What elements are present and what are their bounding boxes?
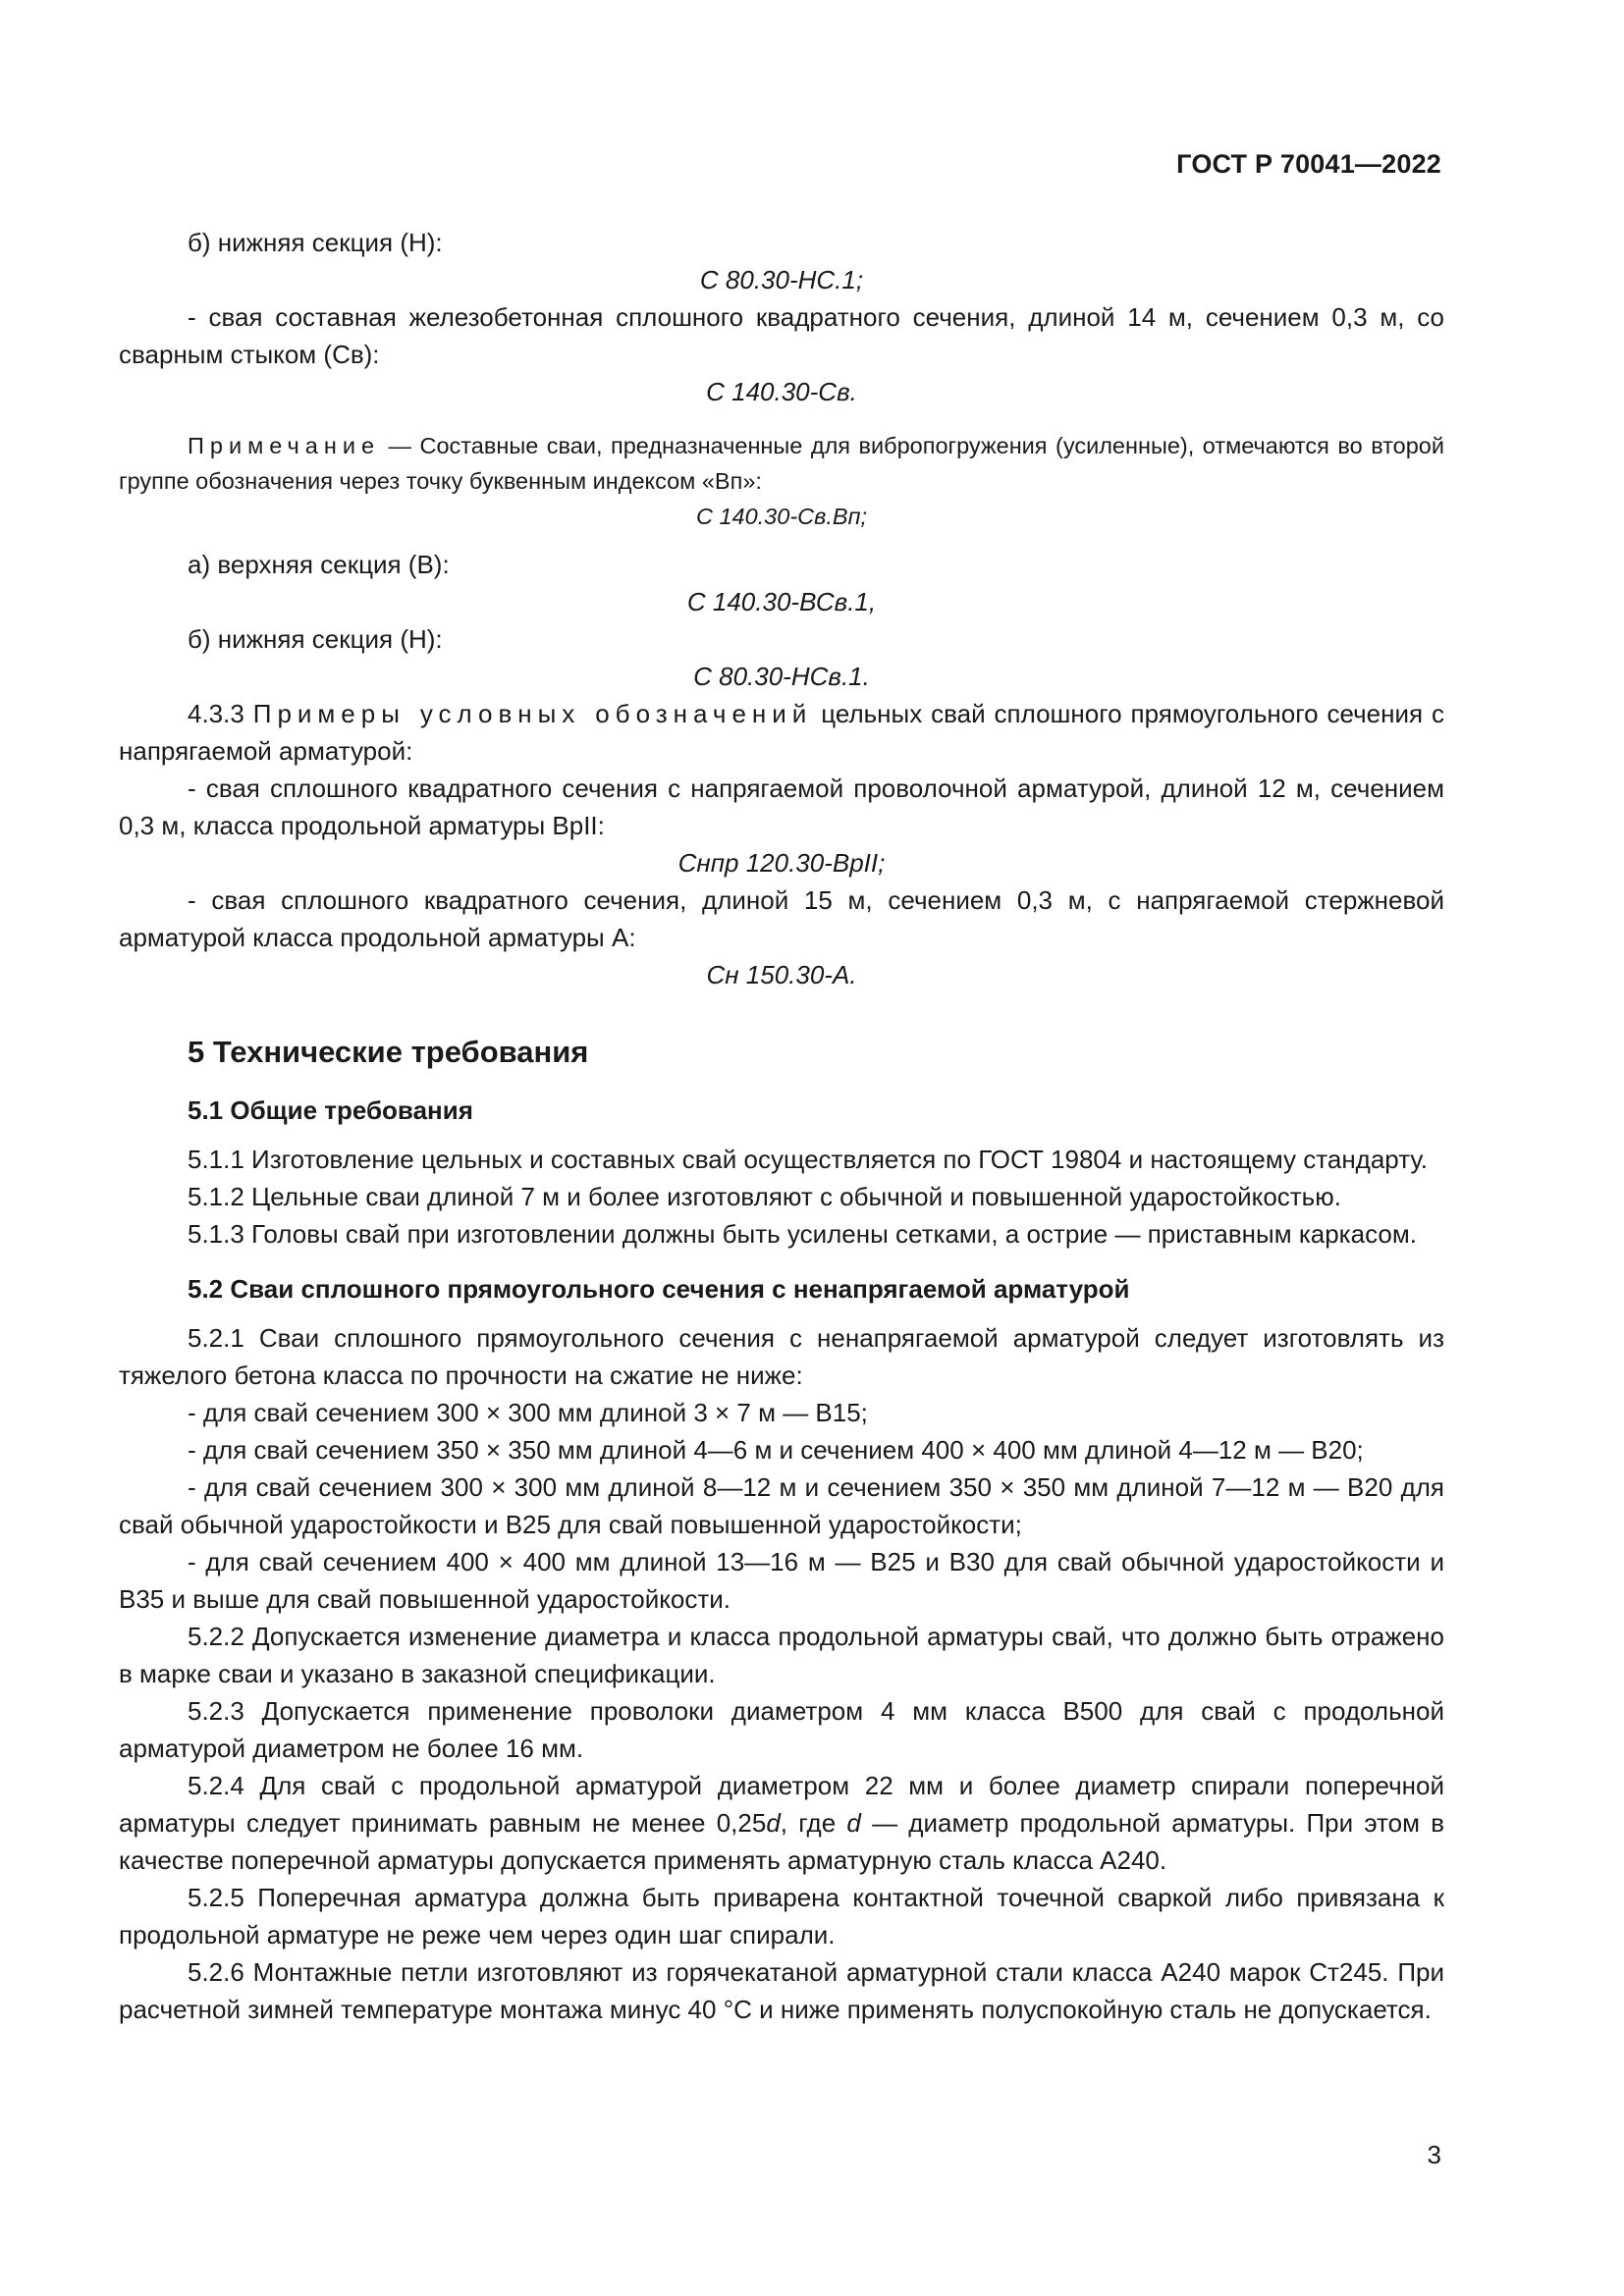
designation-formula: С 80.30-НС.1; <box>699 265 864 294</box>
paragraph: 5.2.3 Допускается применение проволоки диаметром 4 мм класса В500 для свай с продольной арматурой диаметром не более 16 мм. <box>119 1696 1444 1763</box>
page-number: 3 <box>1427 2140 1441 2169</box>
list-item: а) верхняя секция (В): <box>188 550 450 579</box>
note-label: Примечание <box>188 433 381 458</box>
list-item: - свая сплошного квадратного сечения с напрягаемой проволочной арматурой, длиной 12 м, сечением 0,3 м, класса продольной арматуры ВрII: <box>119 774 1444 840</box>
list-item: - для свай сечением 400 × 400 мм длиной 13—16 м — В25 и В30 для свай обычной ударостойкости и В35 и выше для свай повышенной ударостойкости. <box>119 1547 1444 1614</box>
designation-formula: Сн 150.30-А. <box>706 960 857 989</box>
list-item: б) нижняя секция (Н): <box>188 624 443 654</box>
paragraph: 5.1.3 Головы свай при изготовлении должны быть усилены сетками, а острие — приставным каркасом. <box>188 1219 1417 1249</box>
list-item: - для свай сечением 350 × 350 мм длиной 4—6 м и сечением 400 × 400 мм длиной 4—12 м — В20; <box>188 1435 1364 1465</box>
list-item: - свая сплошного квадратного сечения, длиной 15 м, сечением 0,3 м, с напрягаемой стержневой арматурой класса продольной арматуры А: <box>119 885 1444 952</box>
paragraph-text: — диаметр продольной арматуры. При этом в качестве поперечной арматуры допускается применять арматурную сталь класса А240. <box>119 1808 1445 1875</box>
note-text: — Составные сваи, предназначенные для вибропогружения (усиленные), отмечаются во второй группе обозначения через точку буквенным индексом «Вп»: <box>119 433 1444 494</box>
paragraph <box>119 1767 1444 1879</box>
subsection-heading: 5.2 Сваи сплошного прямоугольного сечения с ненапрягаемой арматурой <box>188 1274 1130 1304</box>
clause-number: 4.3.3 <box>188 699 253 728</box>
paragraph: 5.2.6 Монтажные петли изготовляют из горячекатаной арматурной стали класса А240 марок Ст245. При расчетной зимней температуре монтажа минус 40 °С и ниже применять полуспокойную сталь не допускается. <box>119 1957 1444 2024</box>
designation-formula: С 80.30-НСв.1. <box>693 662 870 691</box>
clause-spaced-title: Примеры условных обозначений <box>252 699 813 728</box>
variable-d: d <box>846 1808 861 1838</box>
list-item: - свая составная железобетонная сплошного квадратного сечения, длиной 14 м, сечением 0,3 м, со сварным стыком (Св): <box>119 302 1444 369</box>
paragraph-4-3-3 <box>119 695 1444 770</box>
designation-formula: С 140.30-Св. <box>706 377 857 406</box>
paragraph: 5.2.2 Допускается изменение диаметра и класса продольной арматуры свай, что должно быть отражено в марке сваи и указано в заказной спецификации. <box>119 1622 1444 1688</box>
section-heading: 5 Технические требования <box>188 1035 589 1069</box>
list-item: - для свай сечением 300 × 300 мм длиной 3 × 7 м — В15; <box>188 1398 868 1427</box>
paragraph: 5.2.1 Сваи сплошного прямоугольного сечения с ненапрягаемой арматурой следует изготовлять из тяжелого бетона класса по прочности на сжатие не ниже: <box>119 1323 1444 1390</box>
designation-formula: Снпр 120.30-ВрII; <box>677 848 886 878</box>
paragraph: 5.1.2 Цельные сваи длиной 7 м и более изготовляют с обычной и повышенной ударостойкостью. <box>188 1182 1341 1211</box>
paragraph-text: , где <box>780 1808 847 1838</box>
list-item: б) нижняя секция (Н): <box>188 228 443 257</box>
clause-text: цельных свай сплошного прямоугольного сечения с напрягаемой арматурой: <box>119 699 1444 766</box>
designation-formula: С 140.30-Св.Вп; <box>695 504 868 529</box>
note-paragraph <box>119 428 1444 499</box>
designation-formula: С 140.30-ВСв.1, <box>686 587 877 616</box>
page-content <box>119 224 1444 2028</box>
document-code: ГОСТ Р 70041—2022 <box>1176 149 1441 179</box>
paragraph: 5.1.1 Изготовление цельных и составных свай осуществляется по ГОСТ 19804 и настоящему стандарту. <box>188 1145 1429 1174</box>
paragraph-text: 5.2.4 Для свай с продольной арматурой диаметром 22 мм и более диаметр спирали поперечной арматуры следует принимать равным не менее 0,25 <box>119 1771 1444 1838</box>
variable-d: d <box>766 1808 781 1838</box>
paragraph: 5.2.5 Поперечная арматура должна быть приварена контактной точечной сваркой либо привязана к продольной арматуре не реже чем через один шаг спирали. <box>119 1883 1444 1949</box>
list-item: - для свай сечением 300 × 300 мм длиной 8—12 м и сечением 350 × 350 мм длиной 7—12 м — В20 для свай обычной ударостойкости и В25 для свай повышенной ударостойкости; <box>119 1472 1444 1539</box>
subsection-heading: 5.1 Общие требования <box>188 1095 473 1125</box>
